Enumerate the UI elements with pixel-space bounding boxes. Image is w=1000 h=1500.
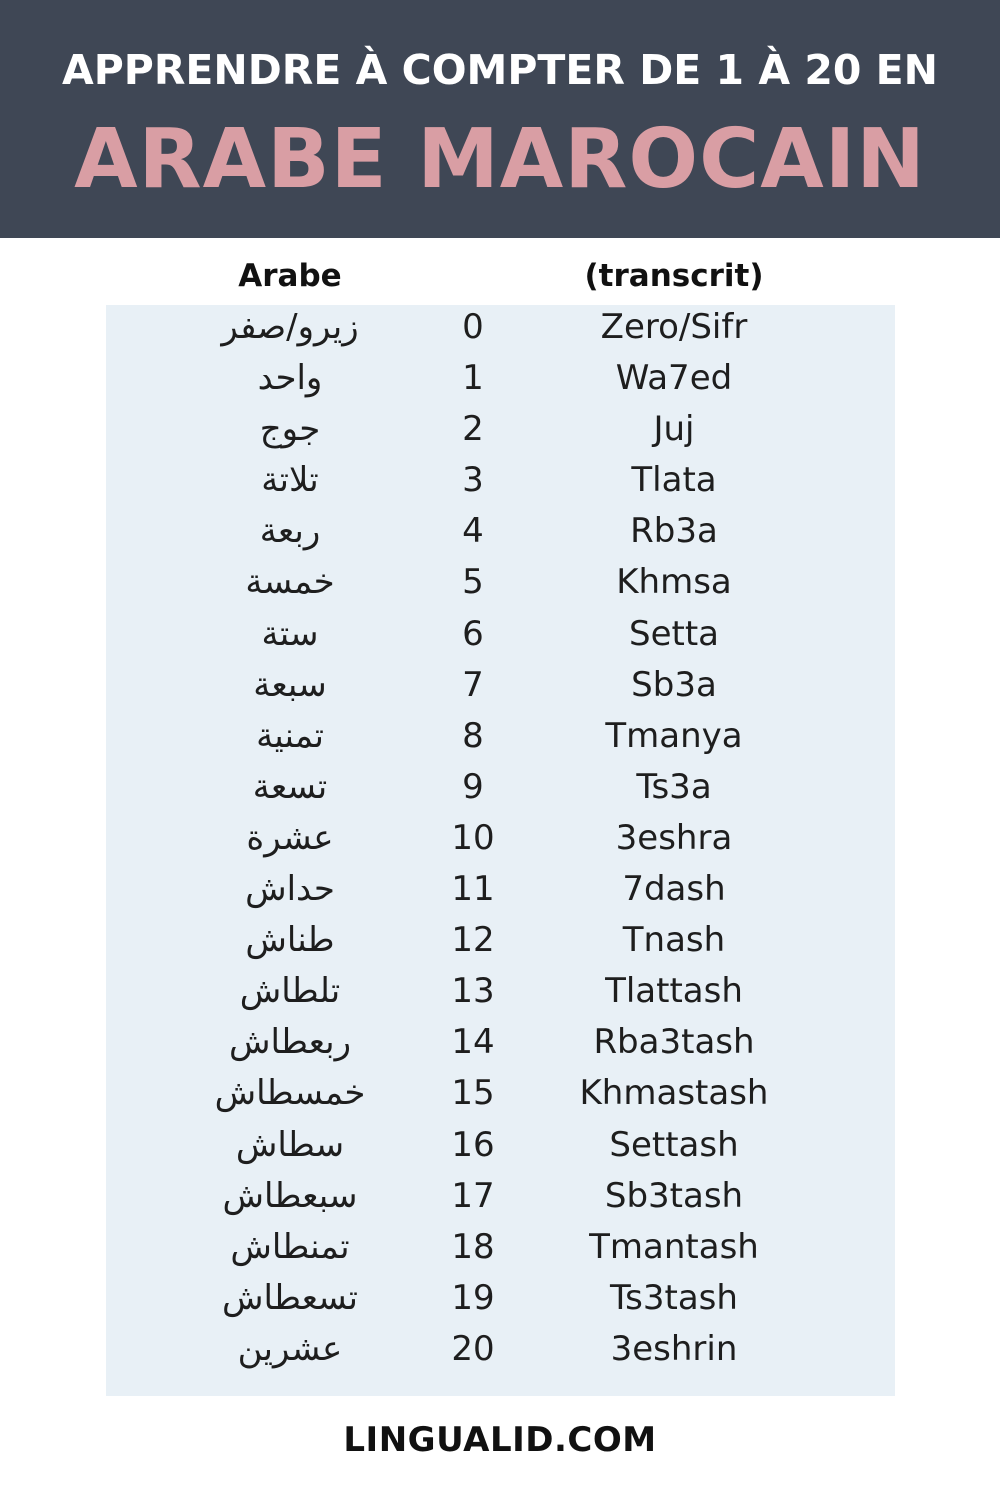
number-digit: 7 [462,664,484,705]
table-row [0,609,1000,660]
number-digit: 10 [451,817,495,858]
arabic-word: جوج [259,409,321,450]
arabic-word: عشرة [246,817,334,858]
table-row [0,1068,1000,1119]
transliteration-word: Tmanya [605,715,743,756]
number-table [0,302,1000,1375]
number-digit: 3 [462,460,484,501]
transliteration-word: Ts3a [636,766,712,807]
arabic-word: سطاش [235,1124,345,1165]
number-digit: 0 [462,307,484,347]
arabic-word: تمنية [256,715,324,756]
arabic-word: تمنطاش [230,1226,350,1267]
transliteration-word: Ts3tash [610,1277,738,1318]
transliteration-word: Khmastash [579,1073,769,1114]
number-digit: 11 [451,869,495,910]
transliteration-word: 3eshra [615,817,733,858]
number-digit: 16 [451,1124,495,1165]
title-line-1: APPRENDRE À COMPTER DE 1 À 20 EN [62,46,938,94]
table-row [0,506,1000,557]
column-header-transliteration: (transcrit) [584,258,764,294]
arabic-word: واحد [257,358,323,399]
number-digit: 18 [451,1226,495,1267]
transliteration-word: Rb3a [630,511,718,552]
table-row [0,1017,1000,1068]
table-row [0,1171,1000,1222]
transliteration-word: Tnash [622,920,726,961]
arabic-word: ربعطاش [228,1022,352,1063]
arabic-word: تسعة [252,766,328,807]
arabic-word: تلاتة [261,460,319,501]
column-header-arabic: Arabe [238,258,342,294]
number-digit: 8 [462,715,484,756]
table-row [0,813,1000,864]
table-row [0,455,1000,506]
transliteration-word: Tmantash [589,1226,759,1267]
table-row [0,915,1000,966]
header-banner [0,0,1000,238]
number-digit: 20 [451,1328,495,1369]
arabic-word: حداش [245,869,335,910]
table-row [0,1222,1000,1273]
number-digit: 4 [462,511,484,552]
number-digit: 15 [451,1073,495,1114]
table-row [0,660,1000,711]
table-row [0,711,1000,762]
arabic-word: زيرو/صفر [221,307,359,347]
transliteration-word: Sb3tash [604,1175,744,1216]
table-row [0,762,1000,813]
table-row [0,404,1000,455]
table-row [0,966,1000,1017]
number-digit: 9 [462,766,484,807]
title-line-2: ARABE MAROCAIN [74,112,926,207]
table-row [0,302,1000,353]
number-digit: 13 [451,971,495,1012]
transliteration-word: Rba3tash [593,1022,755,1063]
number-digit: 5 [462,562,484,603]
arabic-word: ربعة [259,511,321,552]
table-row [0,557,1000,608]
arabic-word: خمسطاش [214,1073,366,1114]
transliteration-word: Tlattash [605,971,743,1012]
arabic-word: طناش [245,920,335,961]
table-row [0,1120,1000,1171]
number-digit: 19 [451,1277,495,1318]
number-digit: 2 [462,409,484,450]
number-digit: 17 [451,1175,495,1216]
arabic-word: سبعطاش [222,1175,358,1216]
transliteration-word: Tlata [631,460,717,501]
arabic-word: سبعة [253,664,327,705]
number-digit: 14 [451,1022,495,1063]
table-row [0,353,1000,404]
arabic-word: ستة [261,613,319,654]
transliteration-word: Wa7ed [615,358,733,399]
table-row [0,1273,1000,1324]
footer-site: LINGUALID.COM [343,1420,657,1460]
transliteration-word: 3eshrin [610,1328,738,1369]
arabic-word: تلطاش [239,971,341,1012]
arabic-word: خمسة [245,562,335,603]
transliteration-word: Khmsa [616,562,732,603]
number-digit: 1 [462,358,484,399]
arabic-word: تسعطاش [222,1277,358,1318]
table-row [0,864,1000,915]
transliteration-word: 7dash [622,869,726,910]
transliteration-word: Juj [653,409,695,450]
transliteration-word: Zero/Sifr [600,307,748,347]
number-digit: 6 [462,613,484,654]
number-digit: 12 [451,920,495,961]
arabic-word: عشرين [237,1328,343,1369]
transliteration-word: Sb3a [631,664,717,705]
table-row [0,1324,1000,1375]
transliteration-word: Setta [629,613,719,654]
transliteration-word: Settash [609,1124,739,1165]
